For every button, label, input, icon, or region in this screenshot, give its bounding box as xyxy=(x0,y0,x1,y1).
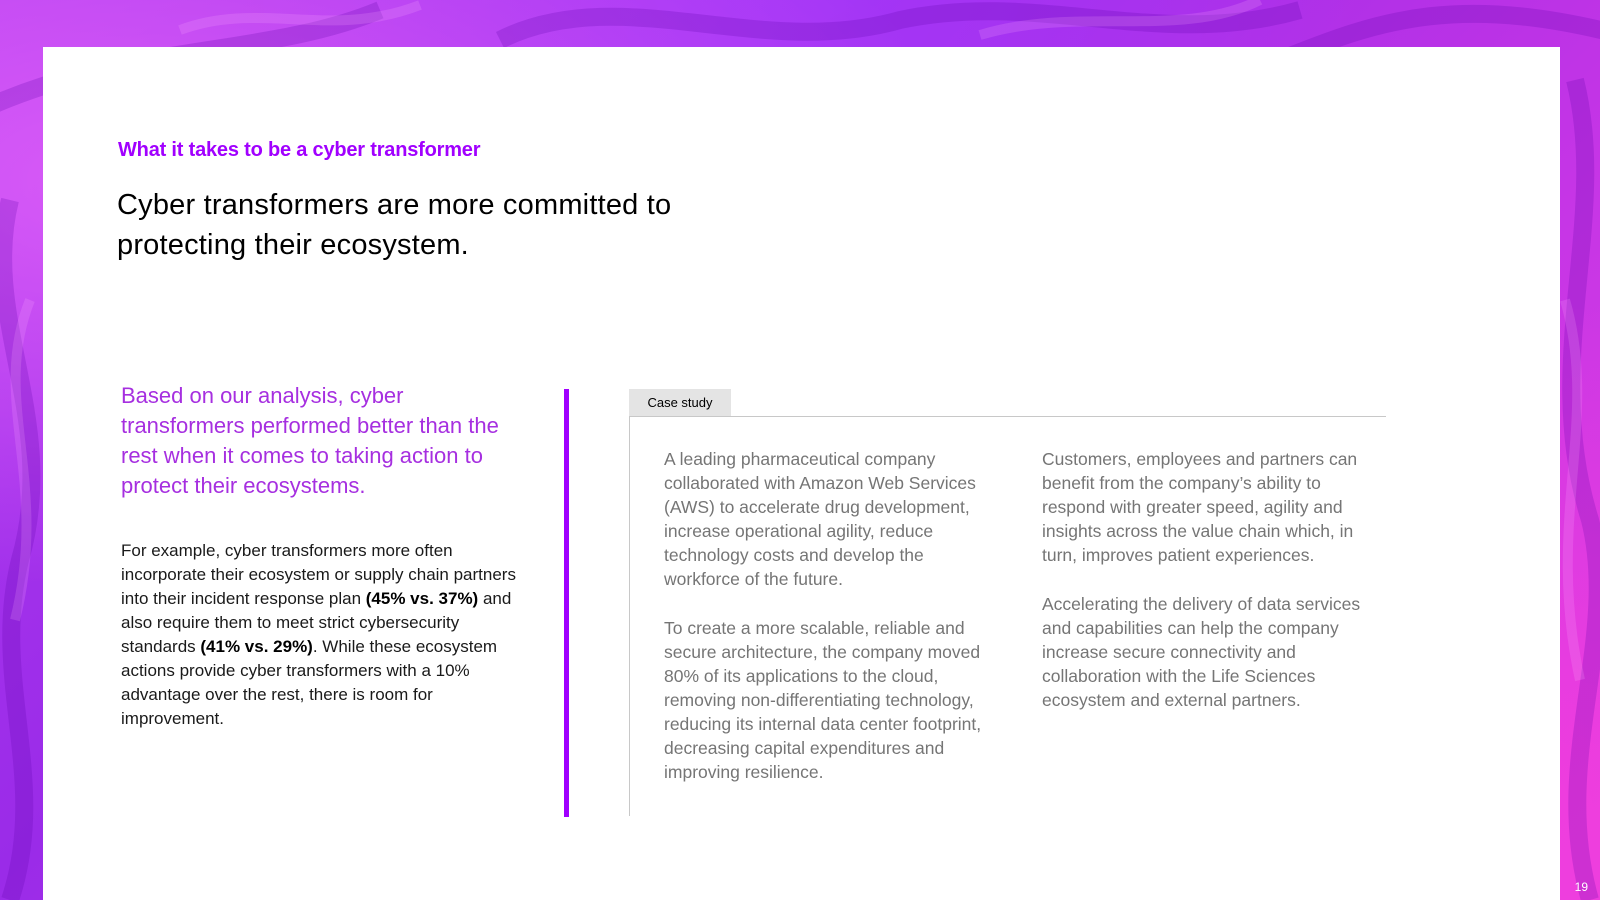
body-text-part: For example, cyber transformers more often incorporate their ecosystem or supply chain partners into their incident response plan xyxy=(121,541,516,608)
case-study-column-left xyxy=(664,447,1000,809)
accent-divider xyxy=(564,389,569,817)
case-study-tab: Case study xyxy=(629,389,731,416)
body-text-part: and also require them to meet strict cybersecurity standards xyxy=(121,589,512,656)
page-title: Cyber transformers are more committed to protecting their ecosystem. xyxy=(117,189,672,261)
case-study-paragraph: Customers, employees and partners can benefit from the company’s ability to respond with greater speed, agility and insights across the value chain which, in turn, improves patient experiences. xyxy=(1042,449,1358,565)
case-study-column-right xyxy=(1042,447,1378,737)
section-eyebrow: What it takes to be a cyber transformer xyxy=(118,139,481,161)
stat-incident-response: (45% vs. 37%) xyxy=(365,589,479,608)
stat-cybersecurity-standards: (41% vs. 29%) xyxy=(200,637,313,656)
case-study-left-rule xyxy=(629,416,630,816)
page-number: 19 xyxy=(1574,880,1588,894)
case-study-paragraph: To create a more scalable, reliable and secure architecture, the company moved 80% of its applications to the cloud, removing non-differentiating technology, reducing its internal data center footprint, decreasing capital expenditures and improving resilience. xyxy=(664,618,982,782)
lead-statement: Based on our analysis, cyber transformers performed better than the rest when it comes to taking action to protect their ecosystems. xyxy=(121,383,499,498)
content-panel xyxy=(43,47,1560,900)
case-study-paragraph: Accelerating the delivery of data services and capabilities can help the company increase secure connectivity and collaboration with the Life Sciences ecosystem and external partners. xyxy=(1042,594,1361,710)
case-study-top-rule xyxy=(629,416,1386,417)
body-paragraph xyxy=(121,539,531,731)
case-study-paragraph: A leading pharmaceutical company collaborated with Amazon Web Services (AWS) to accelerate drug development, increase operational agility, reduce technology costs and develop the workforce of the future. xyxy=(664,449,976,589)
body-text-part: . While these ecosystem actions provide cyber transformers with a 10% advantage over the rest, there is room for improvement. xyxy=(121,637,498,728)
